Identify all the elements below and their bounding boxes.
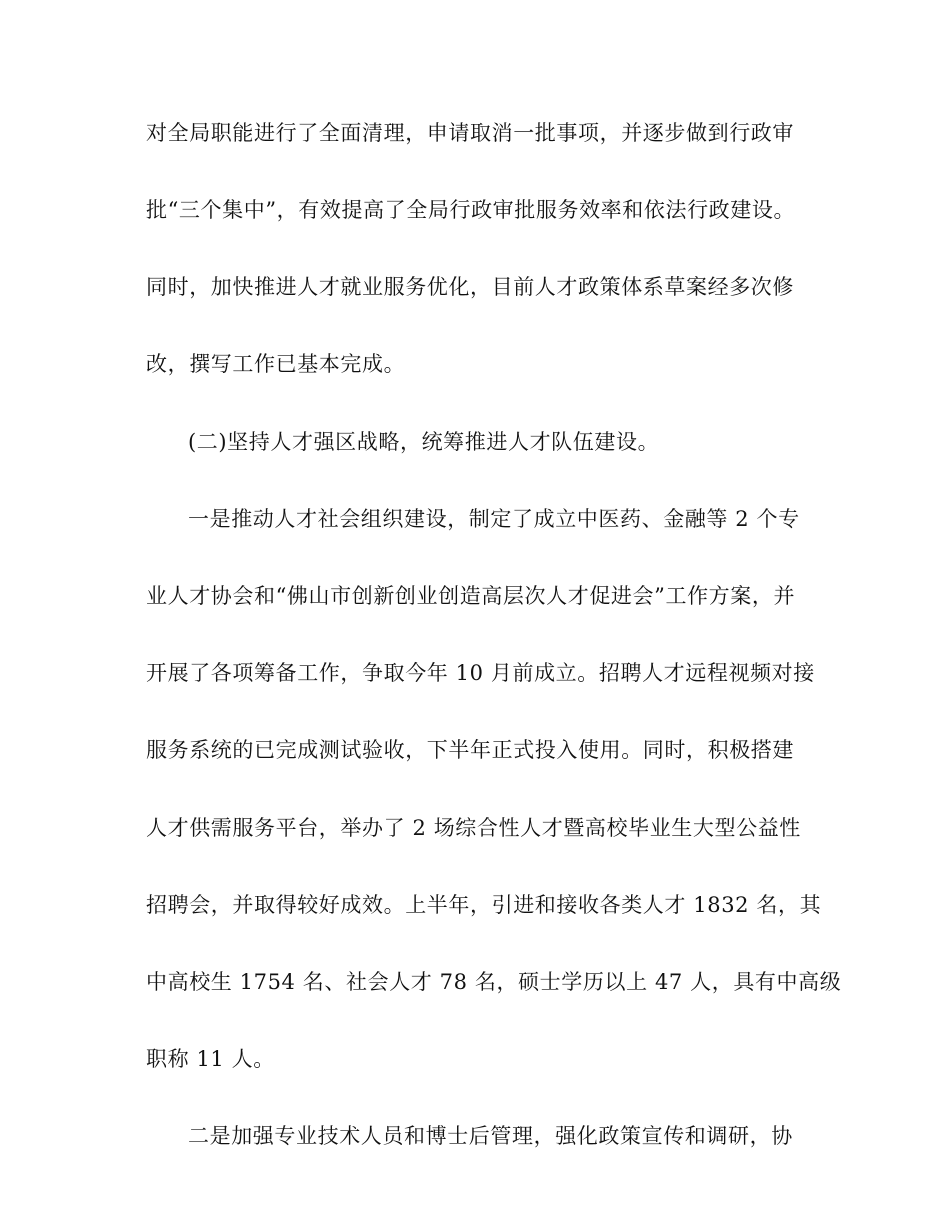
paragraph-line: 一是推动人才社会组织建设，制定了成立中医药、金融等 2 个专 bbox=[188, 507, 800, 531]
paragraph-line: 中高校生 1754 名、社会人才 78 名，硕士学历以上 47 人，具有中高级 bbox=[146, 970, 842, 994]
paragraph-line: 开展了各项筹备工作，争取今年 10 月前成立。招聘人才远程视频对接 bbox=[146, 661, 815, 685]
paragraph-line: 二是加强专业技术人员和博士后管理，强化政策宣传和调研，协 bbox=[188, 1124, 793, 1148]
paragraph-line: 人才供需服务平台，举办了 2 场综合性人才暨高校毕业生大型公益性 bbox=[146, 816, 801, 840]
paragraph-line: 同时，加快推进人才就业服务优化，目前人才政策体系草案经多次修 bbox=[146, 275, 794, 299]
paragraph-line: 招聘会，并取得较好成效。上半年，引进和接收各类人才 1832 名，其 bbox=[146, 893, 822, 917]
section-heading: (二)坚持人才强区战略，统筹推进人才队伍建设。 bbox=[188, 430, 660, 454]
paragraph-line: 对全局职能进行了全面清理，申请取消一批事项，并逐步做到行政审 bbox=[146, 121, 794, 145]
paragraph-line: 业人才协会和“佛山市创新创业创造高层次人才促进会”工作方案，并 bbox=[146, 584, 796, 608]
paragraph-line: 批“三个集中”，有效提高了全局行政审批服务效率和依法行政建设。 bbox=[146, 198, 796, 222]
paragraph-line: 职称 11 人。 bbox=[146, 1047, 275, 1071]
paragraph-line: 改，撰写工作已基本完成。 bbox=[146, 352, 406, 376]
paragraph-line: 服务系统的已完成测试验收，下半年正式投入使用。同时，积极搭建 bbox=[146, 738, 794, 762]
